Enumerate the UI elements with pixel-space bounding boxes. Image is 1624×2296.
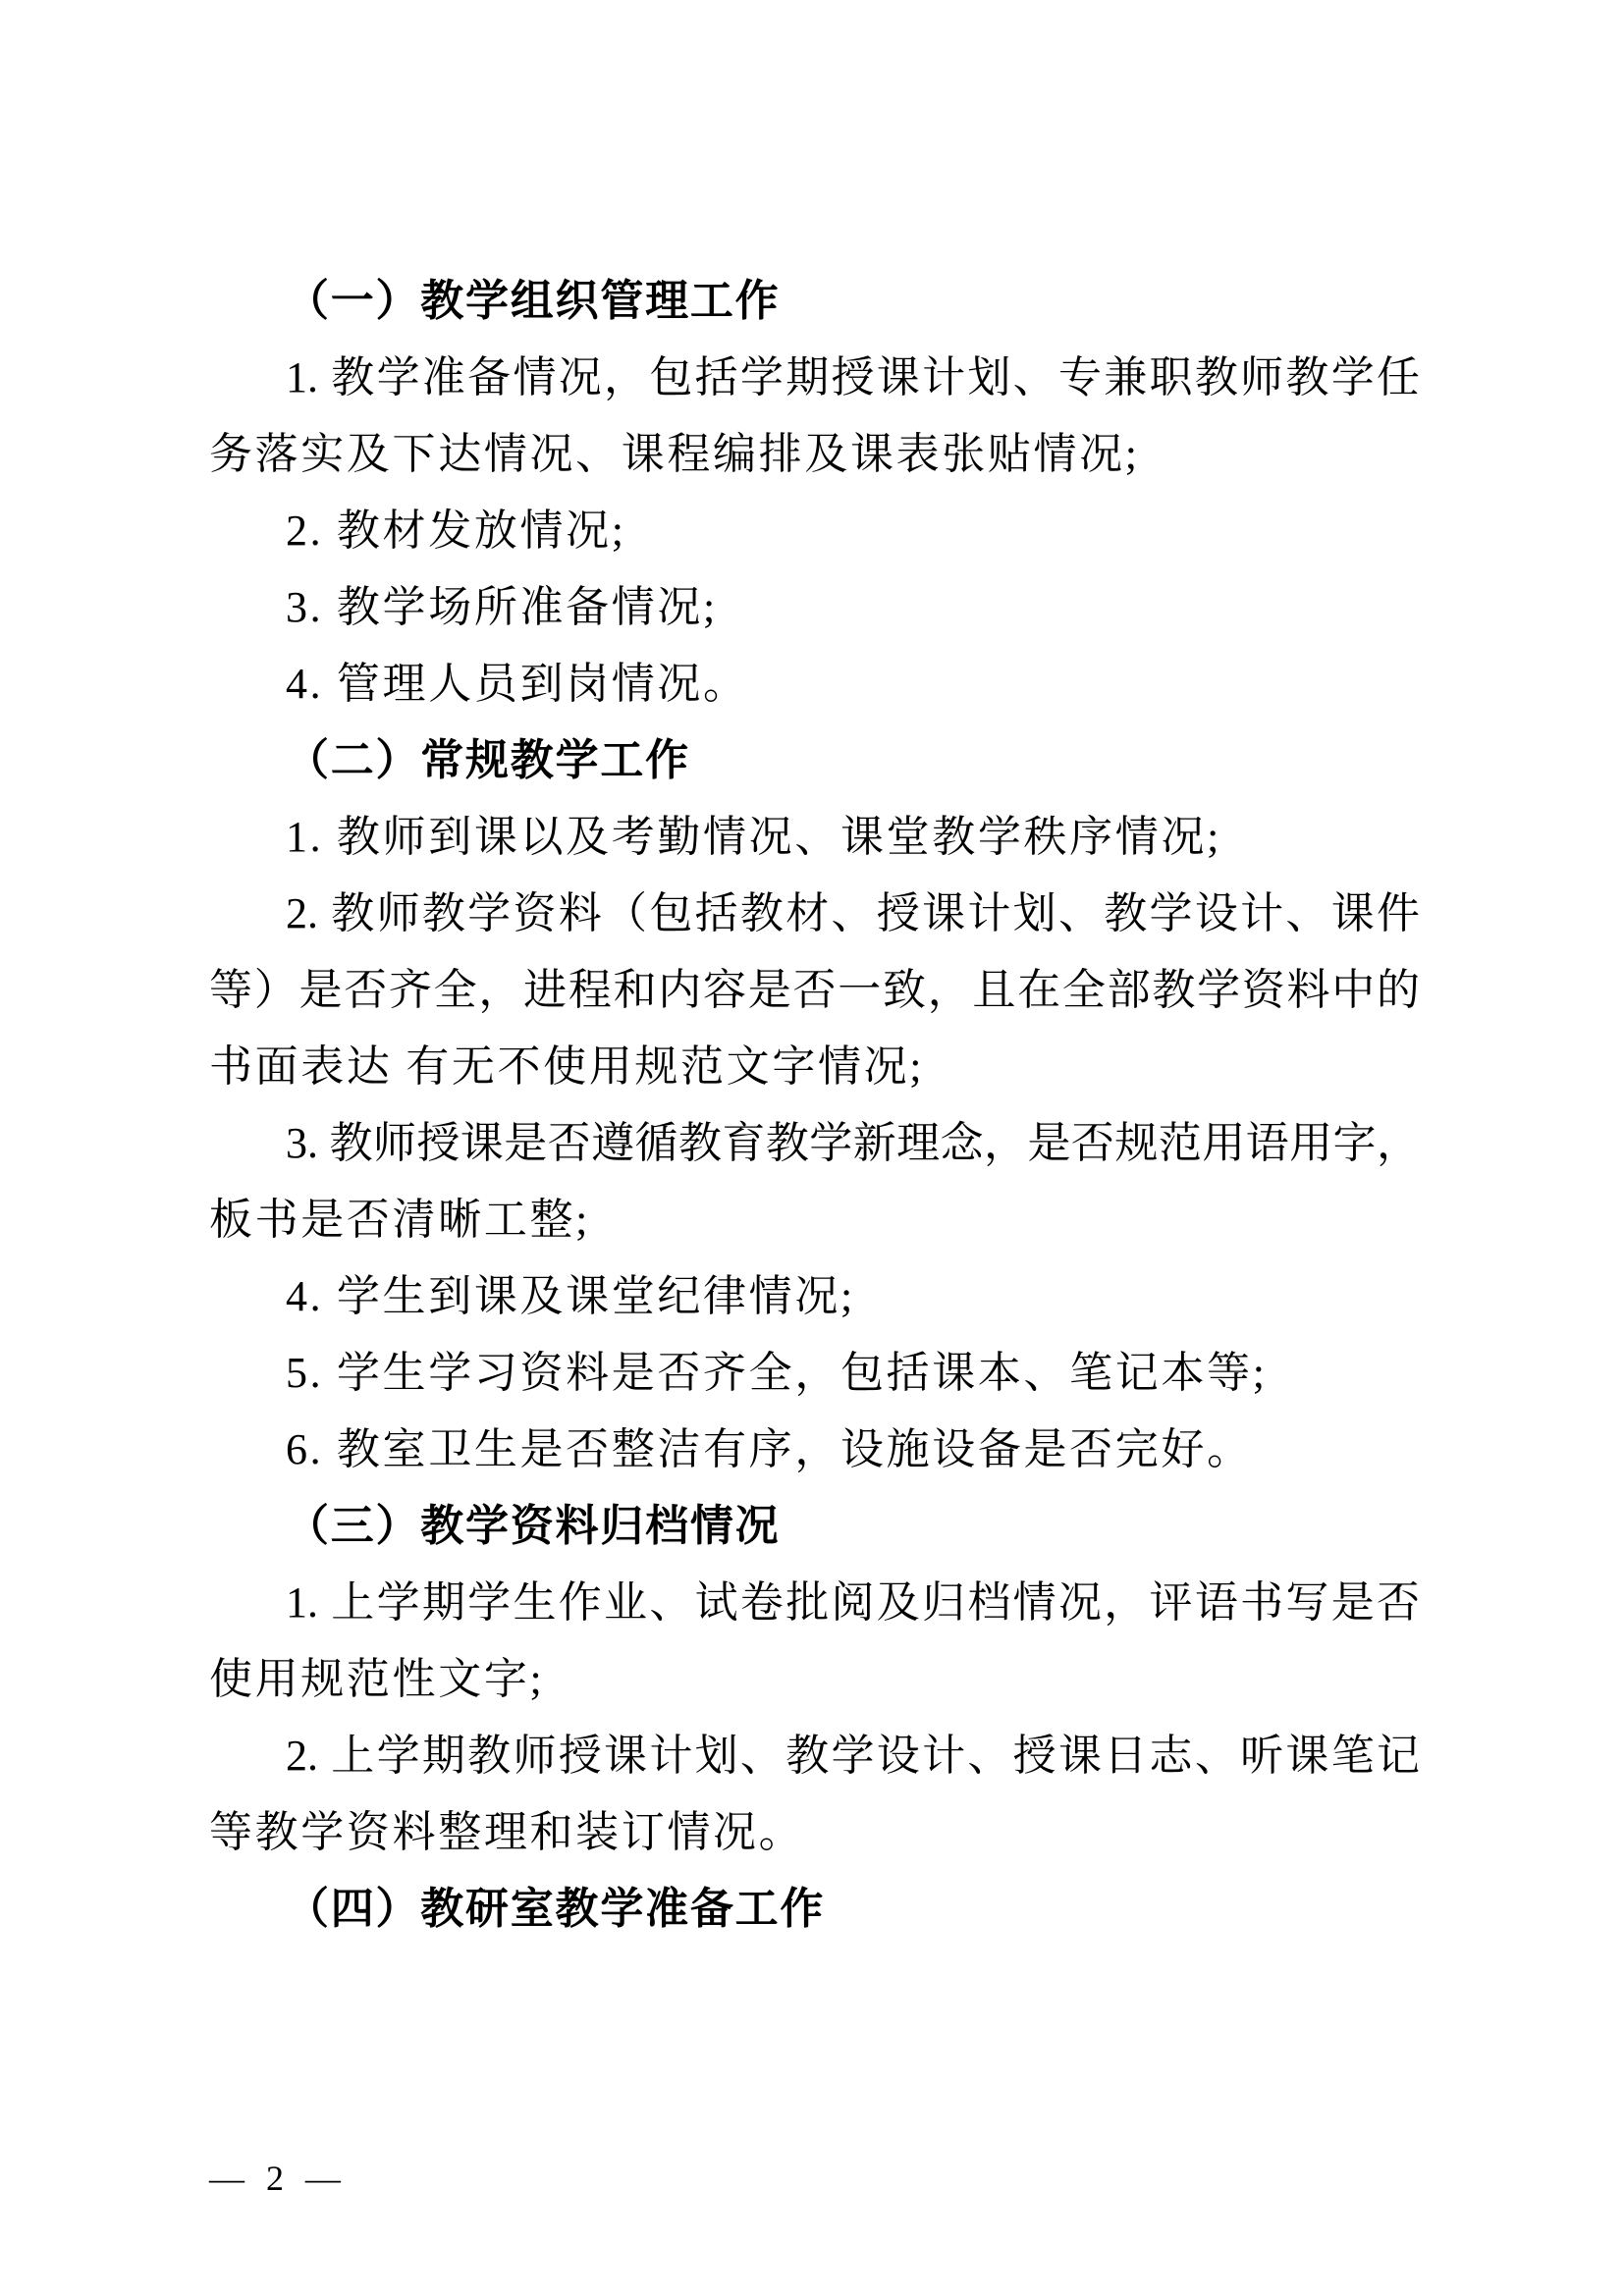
text-line: 2. 教材发放情况; bbox=[286, 507, 626, 555]
text-line: 板书是否清晰工整; bbox=[209, 1196, 590, 1244]
page-number: — 2 — bbox=[209, 2159, 348, 2198]
page-footer bbox=[209, 2158, 347, 2199]
section-heading: （四）教研室教学准备工作 bbox=[286, 1885, 826, 1933]
text-line: 使用规范性文字; bbox=[209, 1655, 545, 1703]
text-line: 3. 教师授课是否遵循教育教学新理念，是否规范用语用字， bbox=[286, 1119, 1420, 1167]
text-line: 2. 教师教学资料（包括教材、授课计划、教学设计、课件 bbox=[286, 889, 1420, 937]
section-heading: （三）教学资料归档情况 bbox=[286, 1502, 781, 1550]
text-line: 1. 上学期学生作业、试卷批阅及归档情况，评语书写是否 bbox=[286, 1578, 1420, 1627]
text-line: 1. 教学准备情况，包括学期授课计划、专兼职教师教学任 bbox=[286, 353, 1420, 401]
text-line: 2. 上学期教师授课计划、教学设计、授课日志、听课笔记 bbox=[286, 1732, 1420, 1780]
text-line: 4. 学生到课及课堂纪律情况; bbox=[286, 1272, 855, 1320]
text-line: 等教学资料整理和装订情况。 bbox=[209, 1808, 805, 1856]
text-line: 等）是否齐全，进程和内容是否一致，且在全部教学资料中的 bbox=[209, 966, 1420, 1014]
section-heading: （一）教学组织管理工作 bbox=[286, 277, 781, 325]
text-line: 1. 教师到课以及考勤情况、课堂教学秩序情况; bbox=[286, 813, 1221, 861]
text-line: 5. 学生学习资料是否齐全，包括课本、笔记本等; bbox=[286, 1349, 1268, 1397]
text-line: 4. 管理人员到岗情况。 bbox=[286, 660, 749, 708]
text-line: 6. 教室卫生是否整洁有序，设施设备是否完好。 bbox=[286, 1425, 1253, 1473]
text-line: 务落实及下达情况、课程编排及课表张贴情况; bbox=[209, 430, 1140, 478]
text-line: 3. 教学场所准备情况; bbox=[286, 583, 718, 631]
section-heading: （二）常规教学工作 bbox=[286, 736, 690, 784]
document-body bbox=[209, 263, 1420, 1948]
text-line: 书面表达 有无不使用规范文字情况; bbox=[209, 1042, 925, 1091]
